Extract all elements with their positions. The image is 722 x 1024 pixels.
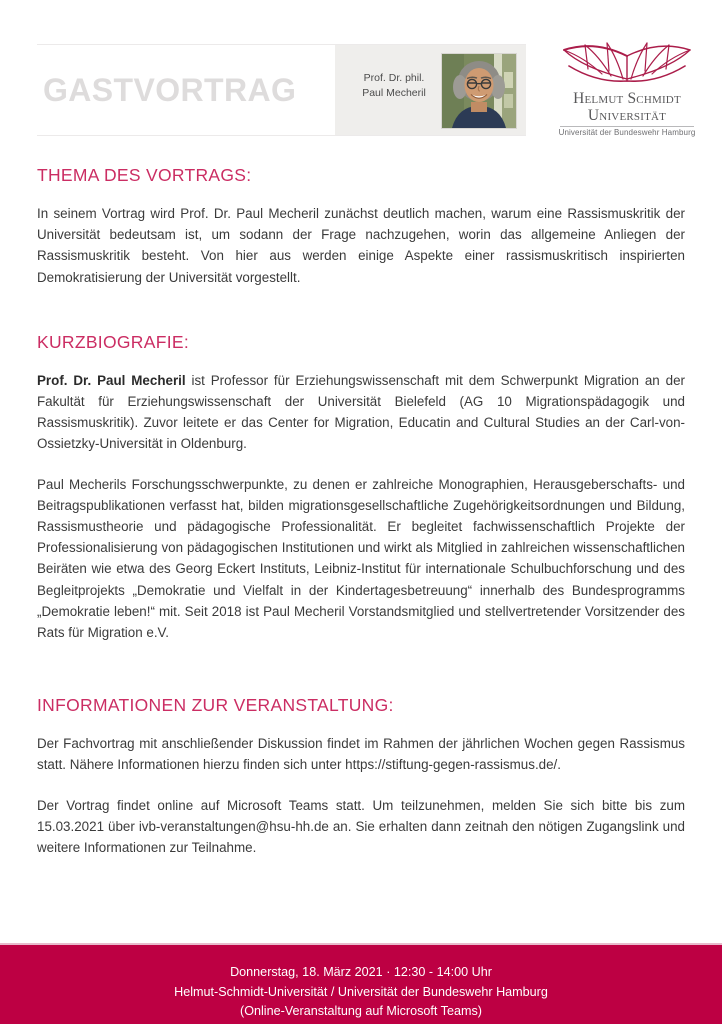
logo-divider: [560, 126, 694, 127]
logo-line-1: Helmut Schmidt: [573, 90, 681, 107]
header-banner: [37, 44, 526, 136]
topic-paragraph: In seinem Vortrag wird Prof. Dr. Paul Mecheril zunächst deutlich machen, warum eine Rassismuskritik der Universität bedeutsam ist, um sodann der Frage nachzugehen, worin das allgemeine Anliegen der Rassismuskritik besteht. Von hier aus werden einige Aspekte einer rassismuskritisch inspirierten Demokratisierung der Universität vorgestellt.: [37, 206, 685, 285]
biography-paragraph-2: Paul Mecherils Forschungsschwerpunkte, zu denen er zahlreiche Monographien, Herausgeberschafts- und Beitragspublikationen verfasst hat, bilden migrationsgesellschaftliche Zugehörigkeitsordnungen und Bildung, Rassismustheorie und pädagogische Professionalität. Er begleitet fachwissenschaftlich Projekte der Professionalisierung von pädagogischen Institutionen und wirkt als Mitglied in zahlreichen wissenschaftlichen Beiräten wie etwa des Georg Eckert Instituts, Leibniz-Institut für internationale Schulbuchforschung und des Begleitprojekts „Demokratie und Vielfalt in der Kindertagesbetreuung“ innerhalb des Bundesprogramms „Demokratie leben!“ mit. Seit 2018 ist Paul Mecheril Vorstandsmitglied und stellvertretender Vorsitzender des Rats für Migration e.V.: [37, 476, 685, 641]
university-logo: [553, 38, 701, 140]
section-topic: [37, 165, 685, 288]
logo-line-2: Universität: [587, 107, 667, 124]
topic-heading: THEMA DES VORTRAGS:: [37, 165, 252, 185]
footer-format: (Online-Veranstaltung auf Microsoft Teams): [240, 1004, 482, 1018]
biography-heading: KURZBIOGRAFIE:: [37, 331, 189, 352]
speaker-portrait-photo: [441, 53, 517, 129]
open-book-roof-emblem: [561, 38, 693, 88]
information-paragraph-1: Der Fachvortrag mit anschließender Diskussion findet im Rahmen der jährlichen Wochen gegen Rassismus statt. Nähere Informationen hierzu finden sich unter https://stiftung-gegen-rassismus.de/.: [37, 736, 685, 773]
biography-paragraph-1-rest: ist Professor für Erziehungswissenschaft mit dem Schwerpunkt Migration an der Fakultät für Erziehungswissenschaft der Universität Bielefeld (AG 10 Migrationspädagogik und Rassismuskritik). Zuvor leitete er das Center for Migration, Educatin and Cultural Studies an der Carl-von-Ossietzky-Universität in Oldenburg.: [37, 372, 685, 452]
speaker-full-name: Paul Mecheril: [362, 87, 426, 99]
footer-organizer: Helmut-Schmidt-Universität / Universität der Bundeswehr Hamburg: [174, 984, 548, 999]
logo-subtitle: Universität der Bundeswehr Hamburg: [558, 128, 696, 137]
header-bottom-rule: [37, 135, 526, 136]
information-heading: INFORMATIONEN ZUR VERANSTALTUNG:: [37, 695, 394, 716]
biography-lead-name: Prof. Dr. Paul Mecheril: [37, 372, 186, 388]
event-type-title: GASTVORTRAG: [43, 72, 297, 108]
section-biography: [37, 332, 685, 643]
biography-paragraph-1: [37, 370, 685, 455]
speaker-academic-title: Prof. Dr. phil.: [363, 72, 425, 84]
document-body: [37, 165, 685, 858]
section-information: [37, 695, 685, 858]
footer-details: [0, 963, 722, 1022]
speaker-block: [335, 45, 526, 135]
footer-band: [0, 945, 722, 1024]
portrait-illustration: [442, 54, 516, 128]
speaker-label: [351, 71, 437, 101]
information-paragraph-2: Der Vortrag findet online auf Microsoft Teams statt. Um teilzunehmen, melden Sie sich bitte bis zum 15.03.2021 über ivb-veranstaltungen@hsu-hh.de an. Sie erhalten dann zeitnah den nötigen Zugangslink und weitere Informationen zur Teilnahme.: [37, 797, 685, 856]
footer-datetime: Donnerstag, 18. März 2021 · 12:30 - 14:00 Uhr: [230, 965, 492, 979]
logo-wordmark: [553, 90, 701, 124]
